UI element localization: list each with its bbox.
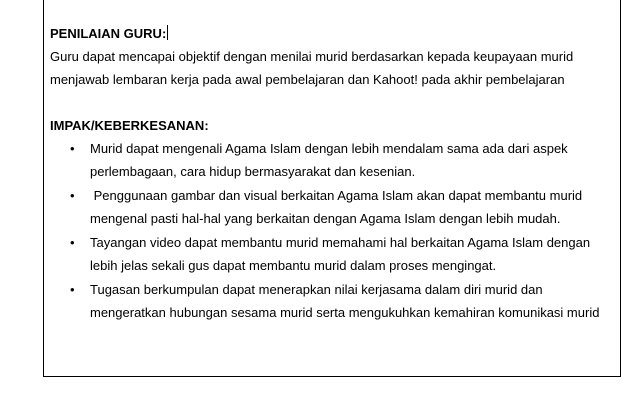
assessment-heading-text: PENILAIAN GURU:: [50, 26, 167, 41]
list-item: [50, 278, 620, 324]
text-cursor: [167, 25, 168, 40]
impact-heading: IMPAK/KEBERKESANAN:: [50, 118, 209, 133]
list-item-text: Penggunaan gambar dan visual berkaitan Agama Islam akan dapat membantu murid mengenal pasti hal-hal yang berkaitan dengan Agama Islam dengan lebih mudah.: [90, 188, 586, 226]
bullet-icon: •: [70, 235, 75, 250]
list-item: [50, 184, 620, 230]
assessment-paragraph: Guru dapat mencapai objektif dengan menilai murid berdasarkan kepada keupayaan murid menjawab lembaran kerja pada awal pembelajaran dan Kahoot! pada akhir pembelajaran: [50, 49, 574, 87]
bullet-icon: •: [70, 141, 75, 156]
list-item: [50, 231, 620, 277]
document-content[interactable]: [50, 22, 620, 325]
bullet-icon: •: [70, 282, 75, 297]
list-item: [50, 137, 620, 183]
assessment-heading: [50, 22, 620, 45]
bullet-icon: •: [70, 188, 75, 203]
paragraph-gap: [50, 91, 620, 114]
list-item-text: Tugasan berkumpulan dapat menerapkan nilai kerjasama dalam diri murid dan mengeratkan hubungan sesama murid serta mengukuhkan kemahiran komunikasi murid: [90, 282, 600, 320]
list-item-text: Tayangan video dapat membantu murid memahami hal berkaitan Agama Islam dengan lebih jelas sekali gus dapat membantu murid dalam proses mengingat.: [90, 235, 591, 273]
list-item-text: Murid dapat mengenali Agama Islam dengan lebih mendalam sama ada dari aspek perlembagaan, cara hidup bermasyarakat dan kesenian.: [90, 141, 568, 179]
impact-list: [50, 137, 620, 324]
